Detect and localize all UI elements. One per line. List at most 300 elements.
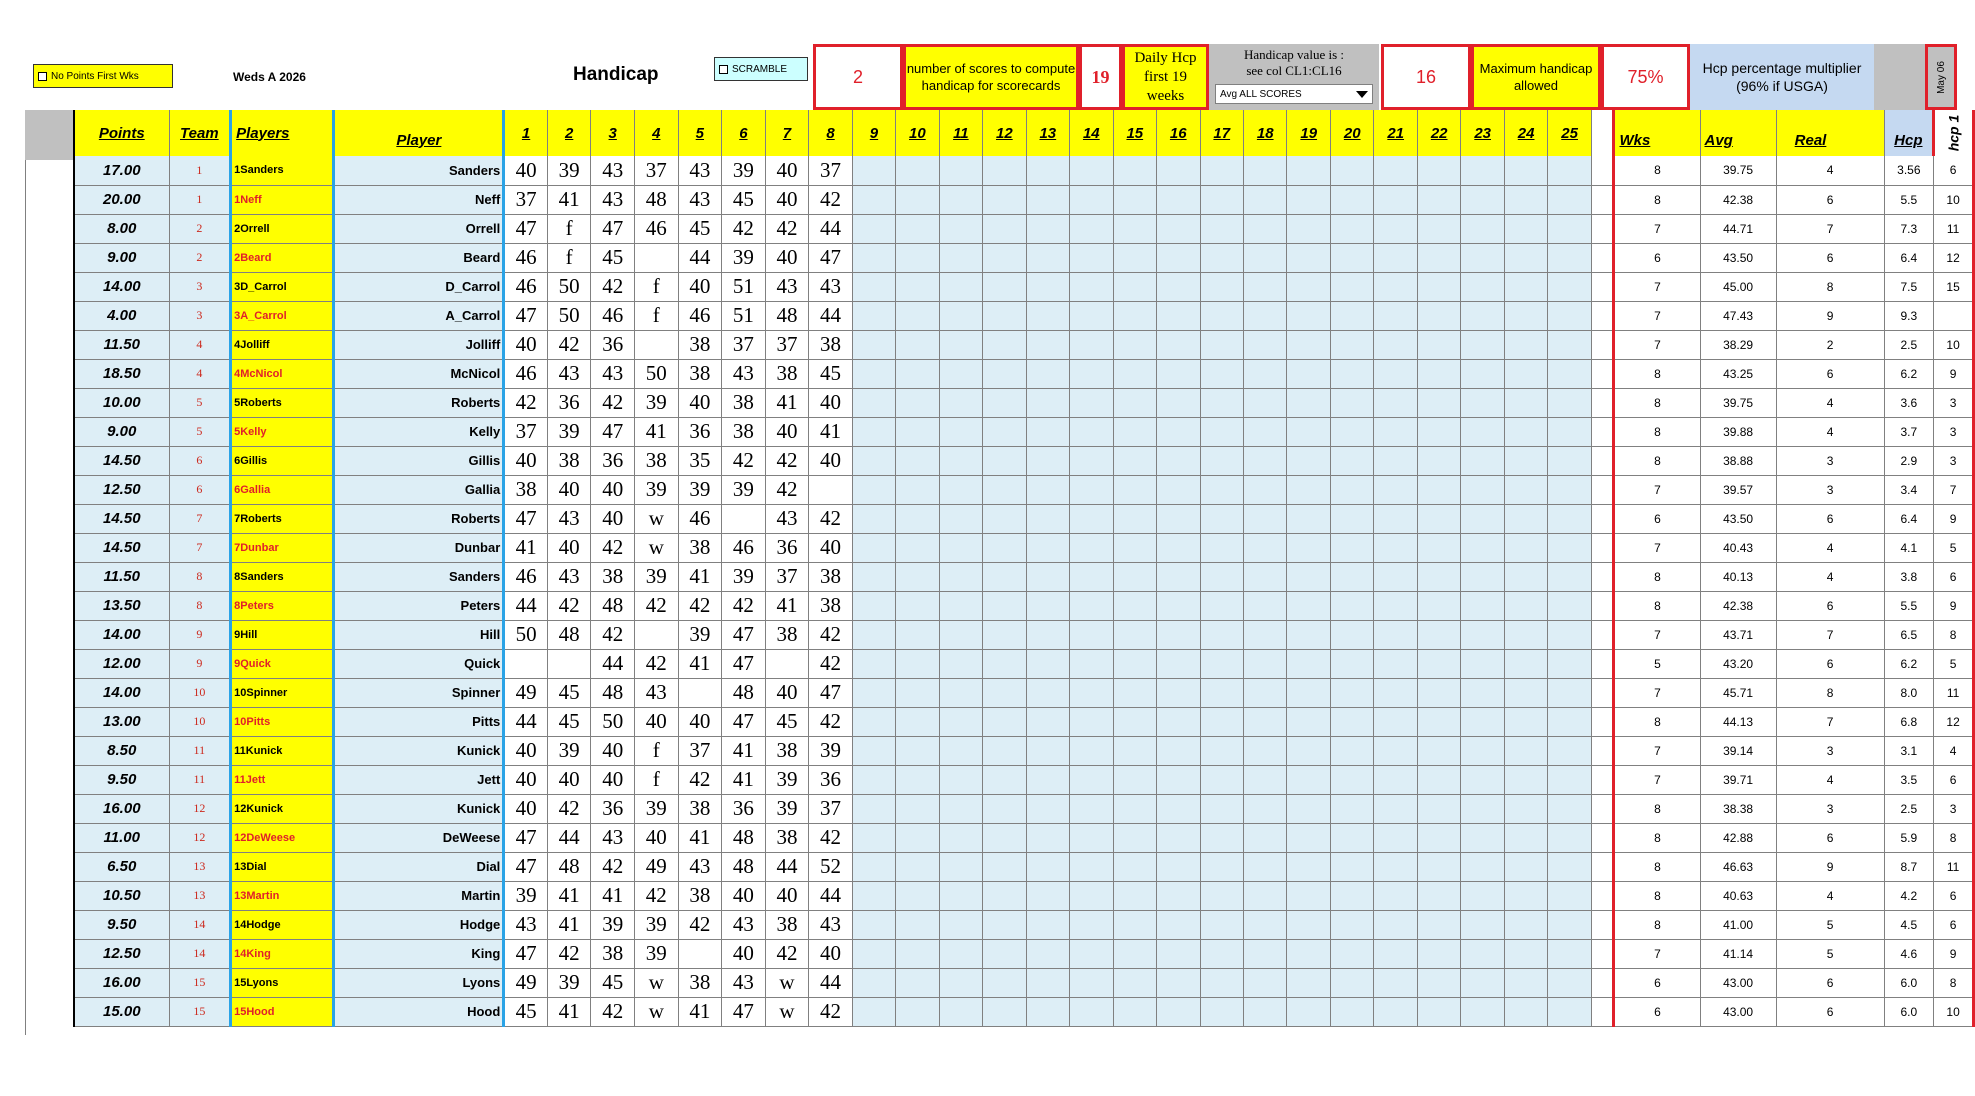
score-cell-empty[interactable] [1244, 997, 1287, 1026]
no-points-first-wks-checkbox[interactable] [33, 64, 173, 88]
hcp1-cell[interactable]: 10 [1934, 185, 1974, 214]
score-cell-empty[interactable] [1026, 533, 1069, 562]
score-cell-empty[interactable] [1070, 185, 1113, 214]
player-key-cell[interactable]: 15Lyons [231, 968, 334, 997]
score-cell-empty[interactable] [852, 620, 895, 649]
score-cell-empty[interactable] [896, 707, 939, 736]
score-cell-empty[interactable] [1461, 243, 1504, 272]
score-cell-empty[interactable] [1026, 620, 1069, 649]
score-cell[interactable]: 42 [635, 591, 679, 620]
score-cell-empty[interactable] [1157, 997, 1200, 1026]
hcp1-cell[interactable]: 9 [1934, 359, 1974, 388]
score-cell-empty[interactable] [1417, 243, 1460, 272]
score-cell-empty[interactable] [983, 997, 1026, 1026]
score-cell-empty[interactable] [1244, 504, 1287, 533]
score-cell-empty[interactable] [939, 852, 982, 881]
score-cell[interactable]: 47 [504, 852, 548, 881]
score-cell-empty[interactable] [1070, 997, 1113, 1026]
score-cell-empty[interactable] [852, 881, 895, 910]
score-cell[interactable]: 39 [591, 910, 635, 939]
player-name-cell[interactable]: Roberts [334, 388, 504, 417]
hcp1-cell[interactable]: 12 [1934, 243, 1974, 272]
hcp1-cell[interactable]: 3 [1934, 388, 1974, 417]
score-cell-empty[interactable] [939, 272, 982, 301]
score-cell-empty[interactable] [1330, 852, 1373, 881]
player-name-cell[interactable]: Kelly [334, 417, 504, 446]
score-cell[interactable]: 39 [678, 620, 722, 649]
score-cell-empty[interactable] [1504, 301, 1547, 330]
score-cell[interactable]: 50 [547, 272, 591, 301]
score-cell-empty[interactable] [1461, 939, 1504, 968]
score-cell[interactable]: 39 [635, 475, 679, 504]
score-cell-empty[interactable] [1200, 301, 1243, 330]
score-cell-empty[interactable] [939, 910, 982, 939]
score-cell[interactable]: 41 [678, 823, 722, 852]
score-cell-empty[interactable] [939, 881, 982, 910]
score-cell-empty[interactable] [1461, 504, 1504, 533]
score-cell-empty[interactable] [1157, 533, 1200, 562]
score-cell-empty[interactable] [1287, 968, 1330, 997]
score-cell[interactable]: 45 [722, 185, 766, 214]
score-cell-empty[interactable] [1417, 272, 1460, 301]
score-cell[interactable]: 46 [678, 301, 722, 330]
score-cell-empty[interactable] [1070, 765, 1113, 794]
score-cell[interactable]: 39 [722, 475, 766, 504]
score-cell[interactable]: 42 [678, 765, 722, 794]
player-name-cell[interactable]: Gallia [334, 475, 504, 504]
score-cell-empty[interactable] [939, 620, 982, 649]
score-cell-empty[interactable] [1374, 823, 1417, 852]
score-cell-empty[interactable] [1330, 678, 1373, 707]
score-cell-empty[interactable] [1113, 533, 1156, 562]
score-cell-empty[interactable] [1070, 388, 1113, 417]
team-cell[interactable]: 6 [169, 475, 231, 504]
score-cell-empty[interactable] [1287, 591, 1330, 620]
score-cell-empty[interactable] [1504, 765, 1547, 794]
score-cell-empty[interactable] [1026, 939, 1069, 968]
score-cell-empty[interactable] [896, 243, 939, 272]
score-cell-empty[interactable] [1287, 881, 1330, 910]
score-cell-empty[interactable] [1330, 620, 1373, 649]
score-cell[interactable]: 46 [591, 301, 635, 330]
score-cell-empty[interactable] [1504, 736, 1547, 765]
score-cell[interactable]: 39 [722, 156, 766, 185]
score-cell-empty[interactable] [1026, 823, 1069, 852]
score-cell[interactable]: 38 [678, 968, 722, 997]
score-cell[interactable]: 45 [547, 707, 591, 736]
score-cell-empty[interactable] [1244, 823, 1287, 852]
score-cell-empty[interactable] [983, 620, 1026, 649]
score-cell[interactable]: 41 [678, 562, 722, 591]
score-cell[interactable]: 39 [635, 388, 679, 417]
score-cell-empty[interactable] [983, 388, 1026, 417]
score-cell-empty[interactable] [1504, 533, 1547, 562]
score-cell-empty[interactable] [1374, 591, 1417, 620]
score-cell-empty[interactable] [1157, 881, 1200, 910]
score-cell-empty[interactable] [1070, 504, 1113, 533]
score-cell-empty[interactable] [1026, 214, 1069, 243]
score-cell-empty[interactable] [1548, 852, 1591, 881]
player-key-cell[interactable]: 11Jett [231, 765, 334, 794]
score-cell-empty[interactable] [1330, 243, 1373, 272]
score-cell-empty[interactable] [1026, 359, 1069, 388]
score-cell-empty[interactable] [939, 359, 982, 388]
score-cell[interactable] [722, 504, 766, 533]
score-cell-empty[interactable] [1374, 504, 1417, 533]
points-cell[interactable]: 12.50 [74, 475, 169, 504]
player-key-cell[interactable]: 14Hodge [231, 910, 334, 939]
score-cell[interactable]: 40 [765, 185, 809, 214]
score-cell[interactable]: w [635, 533, 679, 562]
player-key-cell[interactable]: 3A_Carrol [231, 301, 334, 330]
score-cell[interactable]: 36 [591, 794, 635, 823]
score-cell-empty[interactable] [1504, 272, 1547, 301]
points-cell[interactable]: 16.00 [74, 968, 169, 997]
player-name-cell[interactable]: D_Carrol [334, 272, 504, 301]
score-cell-empty[interactable] [983, 939, 1026, 968]
score-cell-empty[interactable] [1330, 533, 1373, 562]
score-cell-empty[interactable] [852, 330, 895, 359]
score-cell-empty[interactable] [852, 504, 895, 533]
player-key-cell[interactable]: 7Roberts [231, 504, 334, 533]
player-name-cell[interactable]: Beard [334, 243, 504, 272]
score-cell-empty[interactable] [983, 910, 1026, 939]
score-cell-empty[interactable] [1374, 968, 1417, 997]
score-cell[interactable]: 42 [722, 591, 766, 620]
score-cell-empty[interactable] [1070, 591, 1113, 620]
score-cell-empty[interactable] [939, 649, 982, 678]
score-cell-empty[interactable] [1461, 301, 1504, 330]
score-cell[interactable]: 46 [722, 533, 766, 562]
score-cell-empty[interactable] [1548, 591, 1591, 620]
score-cell-empty[interactable] [1244, 417, 1287, 446]
score-cell-empty[interactable] [852, 997, 895, 1026]
score-cell[interactable]: 40 [722, 881, 766, 910]
score-cell-empty[interactable] [1157, 852, 1200, 881]
score-cell-empty[interactable] [896, 475, 939, 504]
points-cell[interactable]: 15.00 [74, 997, 169, 1026]
score-cell-empty[interactable] [1070, 620, 1113, 649]
points-cell[interactable]: 9.00 [74, 243, 169, 272]
team-cell[interactable]: 4 [169, 359, 231, 388]
score-cell[interactable]: 47 [504, 504, 548, 533]
score-cell[interactable]: 41 [678, 997, 722, 1026]
score-cell-empty[interactable] [1070, 243, 1113, 272]
score-cell[interactable] [635, 330, 679, 359]
score-cell-empty[interactable] [1461, 330, 1504, 359]
score-cell-empty[interactable] [852, 301, 895, 330]
score-cell-empty[interactable] [1461, 852, 1504, 881]
score-cell[interactable]: 39 [547, 156, 591, 185]
score-cell-empty[interactable] [983, 301, 1026, 330]
player-name-cell[interactable]: Quick [334, 649, 504, 678]
score-cell-empty[interactable] [1287, 446, 1330, 475]
score-cell[interactable]: 40 [765, 243, 809, 272]
score-cell[interactable]: 49 [635, 852, 679, 881]
score-cell[interactable]: 37 [504, 185, 548, 214]
score-cell-empty[interactable] [1330, 388, 1373, 417]
player-key-cell[interactable]: 5Roberts [231, 388, 334, 417]
score-cell[interactable]: 36 [809, 765, 853, 794]
score-cell-empty[interactable] [1504, 243, 1547, 272]
score-cell[interactable]: 43 [722, 359, 766, 388]
score-cell-empty[interactable] [939, 185, 982, 214]
score-cell-empty[interactable] [1287, 736, 1330, 765]
chevron-down-icon[interactable] [1356, 91, 1368, 98]
score-cell[interactable] [678, 678, 722, 707]
player-name-cell[interactable]: Pitts [334, 707, 504, 736]
player-key-cell[interactable]: 2Beard [231, 243, 334, 272]
score-cell-empty[interactable] [1548, 330, 1591, 359]
score-cell[interactable]: 37 [635, 156, 679, 185]
score-cell-empty[interactable] [1548, 446, 1591, 475]
score-cell-empty[interactable] [896, 504, 939, 533]
team-cell[interactable]: 7 [169, 533, 231, 562]
score-cell-empty[interactable] [1548, 794, 1591, 823]
team-cell[interactable]: 8 [169, 591, 231, 620]
score-cell-empty[interactable] [1026, 736, 1069, 765]
score-cell-empty[interactable] [1374, 359, 1417, 388]
score-cell[interactable]: 42 [809, 185, 853, 214]
hcp1-cell[interactable]: 10 [1934, 330, 1974, 359]
score-cell-empty[interactable] [1113, 939, 1156, 968]
score-cell[interactable]: 47 [722, 997, 766, 1026]
score-cell[interactable] [547, 649, 591, 678]
score-cell[interactable]: 44 [678, 243, 722, 272]
score-cell-empty[interactable] [1461, 591, 1504, 620]
score-cell-empty[interactable] [1070, 562, 1113, 591]
score-cell[interactable]: 41 [591, 881, 635, 910]
score-cell[interactable]: 42 [765, 214, 809, 243]
score-cell-empty[interactable] [1548, 185, 1591, 214]
score-cell-empty[interactable] [1287, 475, 1330, 504]
score-cell-empty[interactable] [1026, 272, 1069, 301]
score-cell[interactable]: 40 [765, 678, 809, 707]
score-cell-empty[interactable] [1374, 794, 1417, 823]
score-cell[interactable]: 39 [504, 881, 548, 910]
score-cell-empty[interactable] [1026, 910, 1069, 939]
hcp1-cell[interactable]: 6 [1934, 910, 1974, 939]
score-cell-empty[interactable] [1330, 301, 1373, 330]
score-cell-empty[interactable] [939, 562, 982, 591]
points-cell[interactable]: 9.50 [74, 910, 169, 939]
player-key-cell[interactable]: 8Sanders [231, 562, 334, 591]
score-cell-empty[interactable] [896, 330, 939, 359]
score-cell[interactable]: 41 [547, 910, 591, 939]
score-cell[interactable]: 41 [547, 185, 591, 214]
score-cell[interactable]: 43 [504, 910, 548, 939]
score-cell[interactable]: 38 [504, 475, 548, 504]
score-cell-empty[interactable] [1200, 504, 1243, 533]
score-cell[interactable]: 40 [504, 736, 548, 765]
score-cell-empty[interactable] [983, 736, 1026, 765]
score-cell-empty[interactable] [896, 562, 939, 591]
score-cell-empty[interactable] [1374, 272, 1417, 301]
score-cell-empty[interactable] [852, 591, 895, 620]
score-cell[interactable]: 42 [722, 446, 766, 475]
num-scores-cell[interactable]: 2 [813, 44, 903, 110]
score-cell-empty[interactable] [1200, 591, 1243, 620]
score-cell[interactable]: 40 [504, 446, 548, 475]
score-cell[interactable]: 38 [591, 562, 635, 591]
score-cell-empty[interactable] [896, 852, 939, 881]
score-cell[interactable]: 47 [809, 678, 853, 707]
points-cell[interactable]: 14.00 [74, 620, 169, 649]
score-cell-empty[interactable] [1504, 678, 1547, 707]
player-key-cell[interactable]: 12DeWeese [231, 823, 334, 852]
score-cell-empty[interactable] [1200, 649, 1243, 678]
score-cell-empty[interactable] [1287, 504, 1330, 533]
points-cell[interactable]: 9.50 [74, 765, 169, 794]
score-cell[interactable]: 39 [678, 475, 722, 504]
score-cell-empty[interactable] [939, 301, 982, 330]
score-cell-empty[interactable] [1200, 533, 1243, 562]
score-cell-empty[interactable] [1504, 649, 1547, 678]
score-cell[interactable]: 41 [547, 881, 591, 910]
score-cell[interactable]: 38 [678, 533, 722, 562]
score-cell[interactable]: 40 [765, 417, 809, 446]
hcp1-cell[interactable]: 6 [1934, 881, 1974, 910]
score-cell[interactable]: 51 [722, 301, 766, 330]
score-cell-empty[interactable] [1113, 794, 1156, 823]
player-name-cell[interactable]: Sanders [334, 562, 504, 591]
score-cell-empty[interactable] [1070, 707, 1113, 736]
score-cell-empty[interactable] [896, 446, 939, 475]
score-cell-empty[interactable] [1548, 968, 1591, 997]
score-cell-empty[interactable] [852, 272, 895, 301]
score-cell-empty[interactable] [1157, 591, 1200, 620]
score-cell[interactable]: 40 [504, 156, 548, 185]
score-cell-empty[interactable] [1200, 243, 1243, 272]
score-cell-empty[interactable] [1287, 359, 1330, 388]
score-cell-empty[interactable] [1548, 475, 1591, 504]
score-cell-empty[interactable] [1244, 243, 1287, 272]
points-cell[interactable]: 11.50 [74, 330, 169, 359]
score-cell-empty[interactable] [983, 823, 1026, 852]
player-key-cell[interactable]: 7Dunbar [231, 533, 334, 562]
hcp1-cell[interactable]: 9 [1934, 504, 1974, 533]
score-cell-empty[interactable] [939, 765, 982, 794]
score-cell-empty[interactable] [1548, 707, 1591, 736]
score-cell[interactable]: 39 [765, 794, 809, 823]
score-cell[interactable]: f [547, 243, 591, 272]
score-cell-empty[interactable] [1287, 852, 1330, 881]
score-cell[interactable]: 45 [678, 214, 722, 243]
points-cell[interactable]: 13.50 [74, 591, 169, 620]
score-cell[interactable]: 42 [809, 620, 853, 649]
score-cell-empty[interactable] [1200, 359, 1243, 388]
score-cell[interactable]: 45 [591, 968, 635, 997]
score-cell-empty[interactable] [1461, 185, 1504, 214]
score-cell-empty[interactable] [1374, 417, 1417, 446]
player-key-cell[interactable]: 5Kelly [231, 417, 334, 446]
score-cell-empty[interactable] [852, 156, 895, 185]
score-cell-empty[interactable] [1548, 533, 1591, 562]
score-cell-empty[interactable] [1200, 881, 1243, 910]
score-cell-empty[interactable] [1113, 359, 1156, 388]
score-cell-empty[interactable] [1417, 997, 1460, 1026]
score-cell[interactable]: 38 [591, 939, 635, 968]
score-cell-empty[interactable] [1287, 272, 1330, 301]
hcp1-cell[interactable]: 6 [1934, 156, 1974, 185]
score-cell-empty[interactable] [896, 939, 939, 968]
score-cell-empty[interactable] [1113, 649, 1156, 678]
score-cell-empty[interactable] [1330, 417, 1373, 446]
score-cell-empty[interactable] [1157, 968, 1200, 997]
score-cell-empty[interactable] [1244, 736, 1287, 765]
player-name-cell[interactable]: Kunick [334, 736, 504, 765]
points-cell[interactable]: 4.00 [74, 301, 169, 330]
score-cell[interactable]: 37 [678, 736, 722, 765]
score-cell[interactable]: 42 [591, 272, 635, 301]
score-cell-empty[interactable] [1026, 968, 1069, 997]
score-cell-empty[interactable] [1070, 910, 1113, 939]
score-cell-empty[interactable] [1200, 736, 1243, 765]
score-cell[interactable]: 36 [591, 330, 635, 359]
score-cell-empty[interactable] [1287, 562, 1330, 591]
daily-weeks-cell[interactable]: 19 [1079, 44, 1122, 110]
score-cell-empty[interactable] [1461, 272, 1504, 301]
score-cell[interactable]: 38 [678, 794, 722, 823]
score-cell-empty[interactable] [1417, 649, 1460, 678]
score-cell[interactable]: 44 [809, 214, 853, 243]
score-cell-empty[interactable] [1374, 765, 1417, 794]
score-cell[interactable]: 47 [504, 939, 548, 968]
player-key-cell[interactable]: 4McNicol [231, 359, 334, 388]
score-cell-empty[interactable] [1548, 881, 1591, 910]
score-cell-empty[interactable] [1461, 997, 1504, 1026]
player-key-cell[interactable]: 14King [231, 939, 334, 968]
score-cell[interactable]: 38 [765, 359, 809, 388]
score-cell[interactable]: f [635, 272, 679, 301]
player-name-cell[interactable]: Dunbar [334, 533, 504, 562]
score-cell[interactable]: 42 [635, 881, 679, 910]
score-cell[interactable]: 43 [809, 910, 853, 939]
score-cell[interactable]: 40 [765, 156, 809, 185]
score-cell[interactable]: 39 [635, 910, 679, 939]
score-cell-empty[interactable] [1070, 678, 1113, 707]
score-cell-empty[interactable] [939, 736, 982, 765]
score-cell-empty[interactable] [1157, 939, 1200, 968]
score-cell[interactable]: 39 [547, 736, 591, 765]
score-cell-empty[interactable] [1244, 185, 1287, 214]
score-cell[interactable]: 36 [547, 388, 591, 417]
score-cell[interactable]: w [635, 968, 679, 997]
score-cell-empty[interactable] [1113, 562, 1156, 591]
score-cell[interactable]: 36 [678, 417, 722, 446]
score-cell[interactable]: 40 [547, 765, 591, 794]
score-cell[interactable]: 42 [591, 997, 635, 1026]
score-cell-empty[interactable] [1157, 504, 1200, 533]
score-cell[interactable]: 41 [547, 997, 591, 1026]
score-cell-empty[interactable] [1113, 417, 1156, 446]
score-cell-empty[interactable] [1113, 301, 1156, 330]
score-cell-empty[interactable] [1244, 272, 1287, 301]
score-cell-empty[interactable] [1330, 562, 1373, 591]
score-cell-empty[interactable] [1548, 910, 1591, 939]
score-cell-empty[interactable] [1417, 881, 1460, 910]
score-cell-empty[interactable] [939, 446, 982, 475]
score-cell-empty[interactable] [1548, 823, 1591, 852]
score-cell-empty[interactable] [1244, 620, 1287, 649]
points-cell[interactable]: 11.50 [74, 562, 169, 591]
score-cell-empty[interactable] [939, 156, 982, 185]
score-cell-empty[interactable] [1330, 765, 1373, 794]
score-cell-empty[interactable] [1548, 678, 1591, 707]
score-cell-empty[interactable] [983, 185, 1026, 214]
score-cell-empty[interactable] [852, 823, 895, 852]
score-cell-empty[interactable] [1070, 214, 1113, 243]
